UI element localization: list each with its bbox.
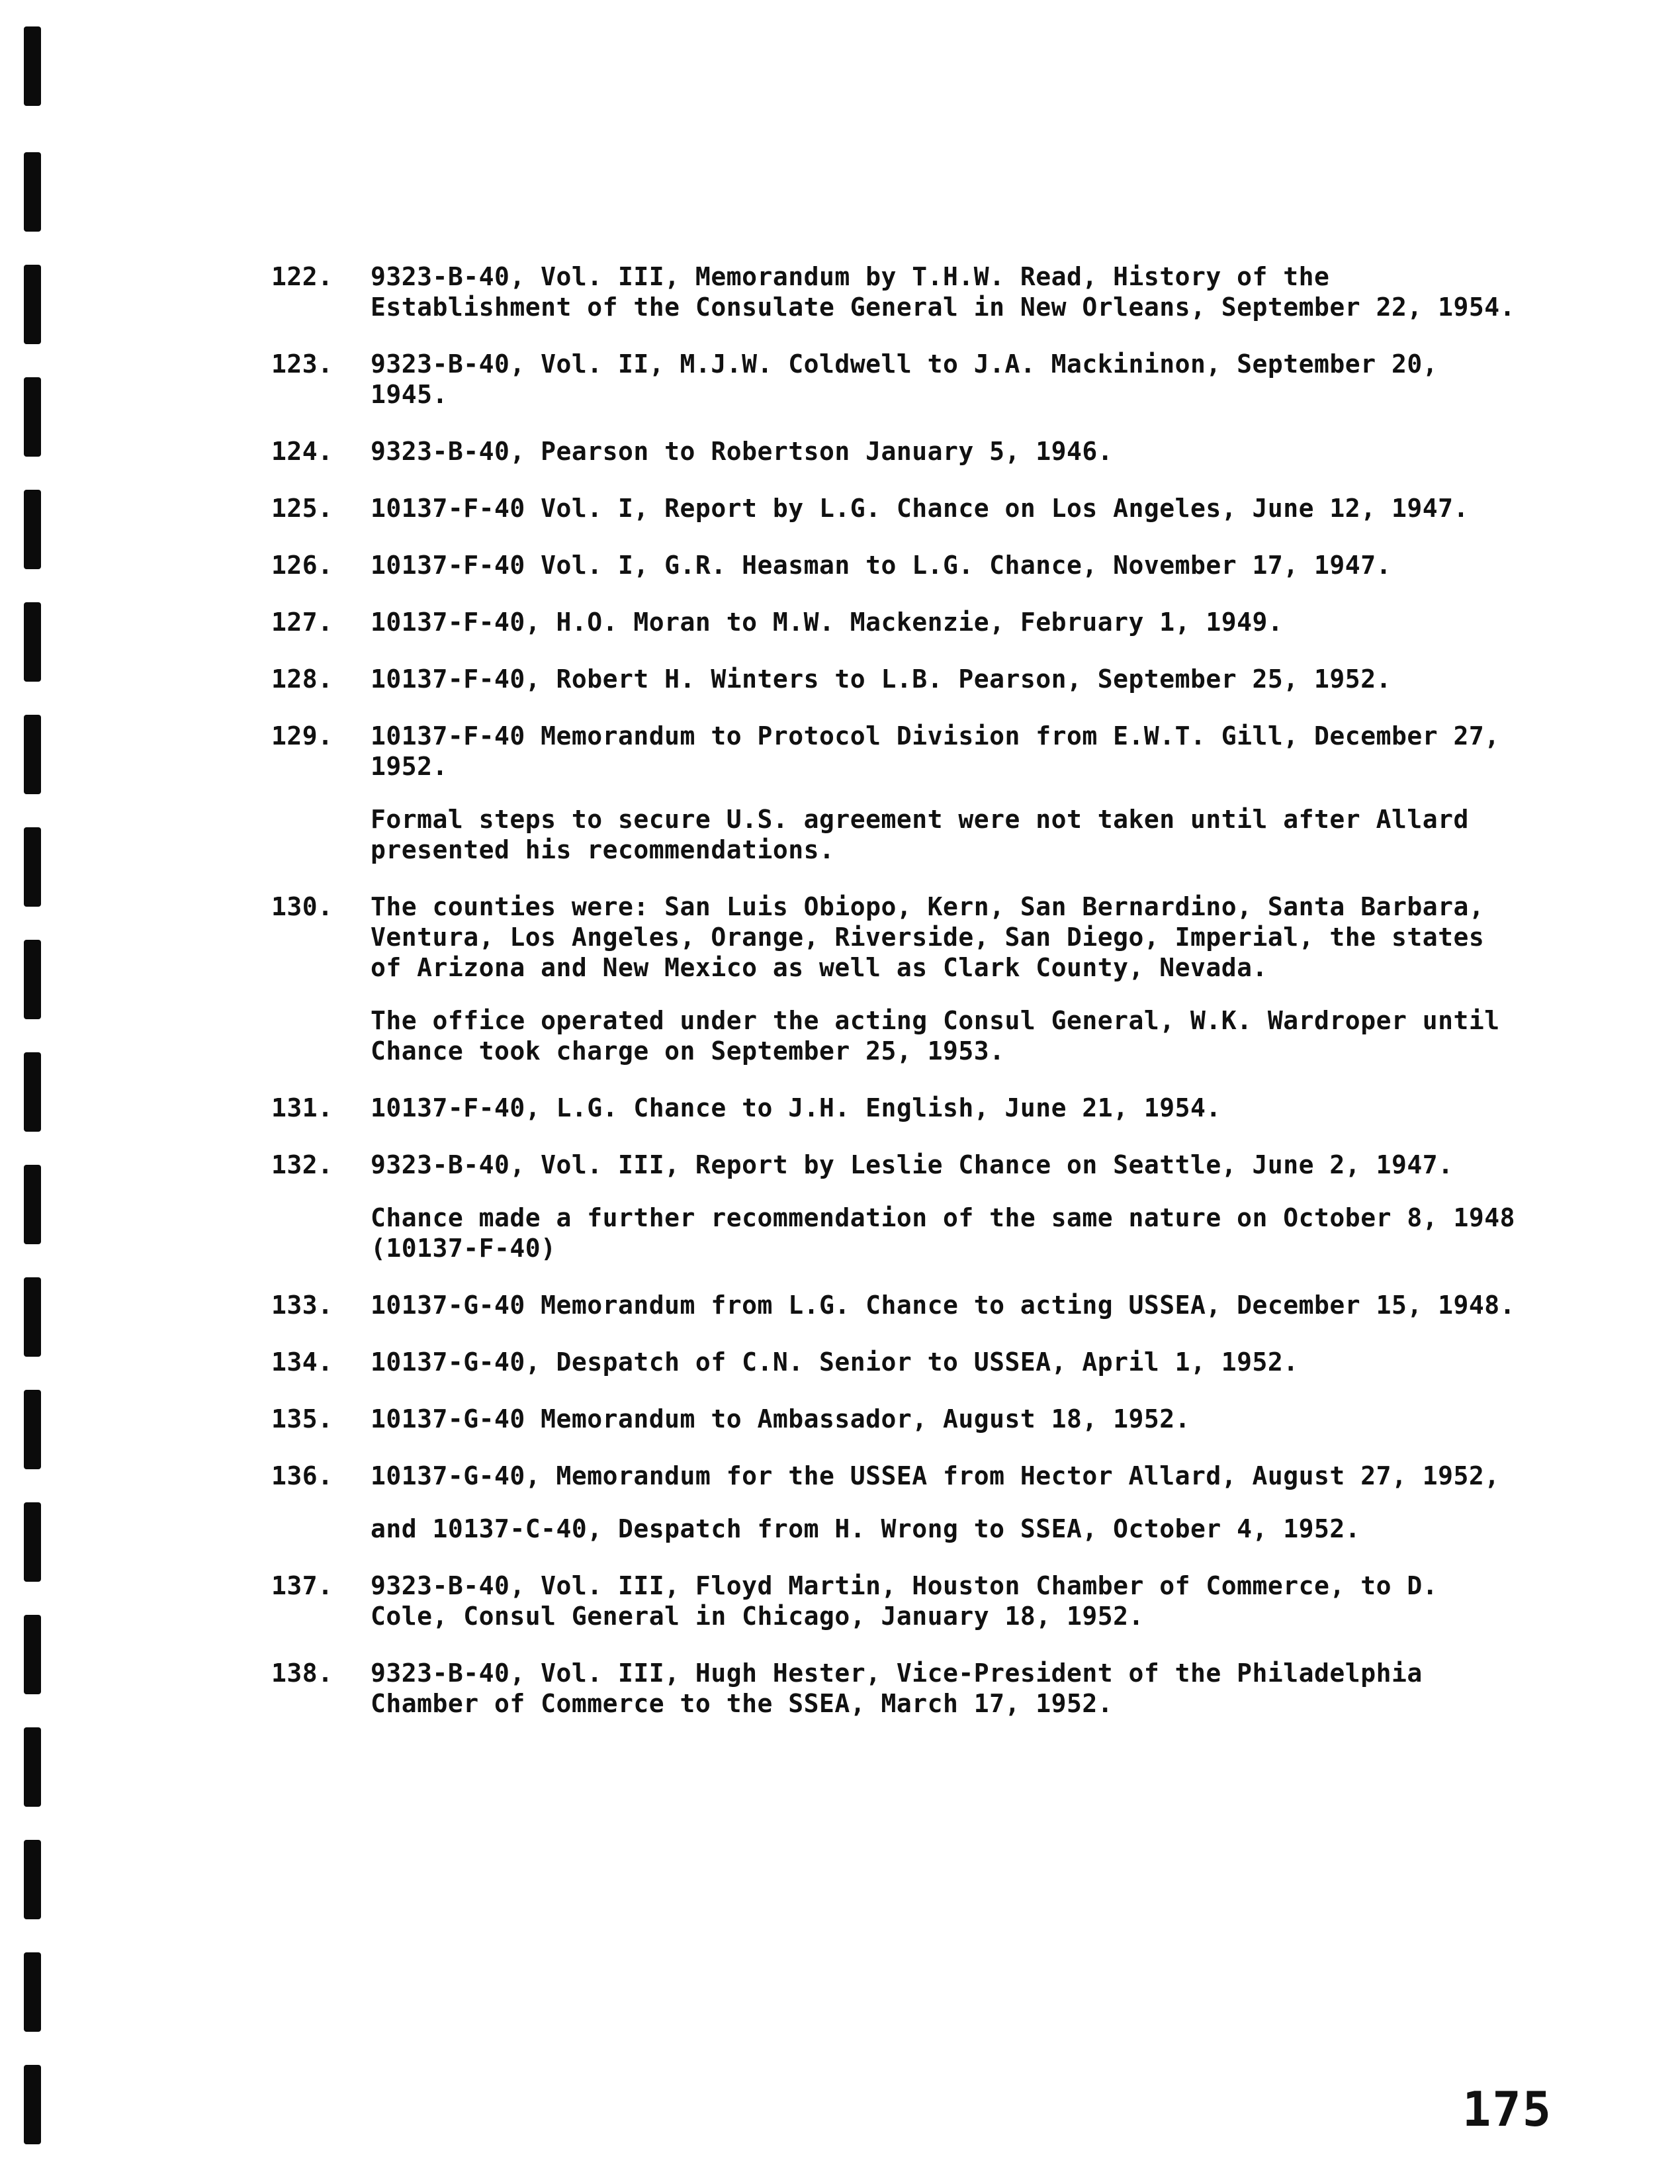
endnote-number: 131. [271,1093,333,1122]
punch-hole [24,1502,41,1582]
endnote-item [251,891,1522,1066]
punch-hole [24,1840,41,1919]
endnote-number: 138. [271,1659,333,1688]
endnote-text: The counties were: San Luis Obiopo, Kern, San Bernardino, Santa Barbara, Ventura, Los Angeles, Orange, Riverside, San Diego, Imperial, the states of Arizona and New Mexico as well as Clark County, Nevada. [371,892,1485,982]
endnote-number: 125. [271,494,333,523]
punch-hole [24,377,41,457]
endnotes-list [251,261,1522,1745]
binder-punch-holes [17,0,44,2184]
punch-hole [24,1165,41,1244]
endnote-number: 132. [271,1150,333,1179]
endnote-text: 9323-B-40, Vol. III, Report by Leslie Chance on Seattle, June 2, 1947. [371,1150,1454,1179]
endnote-text: 10137-G-40, Despatch of C.N. Senior to USSEA, April 1, 1952. [371,1347,1299,1377]
endnote-text: 10137-F-40 Memorandum to Protocol Division from E.W.T. Gill, December 27, 1952. [371,721,1500,781]
endnote-continuation: and 10137-C-40, Despatch from H. Wrong to SSEA, October 4, 1952. [371,1514,1361,1543]
endnote-text: 9323-B-40, Pearson to Robertson January 5, 1946. [371,437,1114,466]
endnote-text: 9323-B-40, Vol. III, Floyd Martin, Houston Chamber of Commerce, to D. Cole, Consul General in Chicago, January 18, 1952. [371,1571,1438,1631]
endnote-text: 10137-F-40, Robert H. Winters to L.B. Pearson, September 25, 1952. [371,664,1392,694]
punch-hole [24,1277,41,1357]
endnote-item [251,493,1522,523]
punch-hole [24,265,41,344]
punch-hole [24,152,41,232]
endnote-text: 10137-F-40, H.O. Moran to M.W. Mackenzie, February 1, 1949. [371,608,1284,637]
punch-hole [24,1615,41,1694]
punch-hole [24,602,41,682]
endnote-number: 136. [271,1461,333,1490]
endnote-number: 137. [271,1571,333,1600]
punch-hole [24,1727,41,1807]
page-number: 175 [1462,2081,1553,2137]
endnote-number: 126. [271,551,333,580]
punch-hole [24,1390,41,1469]
endnote-item [251,261,1522,322]
punch-hole [24,827,41,907]
endnote-number: 127. [271,608,333,637]
endnote-text: 9323-B-40, Vol. III, Hugh Hester, Vice-President of the Philadelphia Chamber of Commerce to the SSEA, March 17, 1952. [371,1659,1423,1718]
endnote-number: 124. [271,437,333,466]
endnote-text: 10137-G-40 Memorandum to Ambassador, August 18, 1952. [371,1404,1191,1433]
endnote-item [251,1404,1522,1434]
endnote-item [251,607,1522,637]
endnote-item [251,349,1522,410]
endnote-item [251,1093,1522,1123]
endnote-continuation: The office operated under the acting Consul General, W.K. Wardroper until Chance took charge on September 25, 1953. [371,1006,1500,1066]
endnote-text: 9323-B-40, Vol. III, Memorandum by T.H.W. Read, History of the Establishment of the Consulate General in New Orleans, September 22, 1954. [371,262,1515,322]
endnote-text: 10137-F-40 Vol. I, G.R. Heasman to L.G. Chance, November 17, 1947. [371,551,1392,580]
endnote-item [251,664,1522,694]
endnote-number: 129. [271,721,333,751]
endnote-text: 9323-B-40, Vol. II, M.J.W. Coldwell to J.A. Mackininon, September 20, 1945. [371,349,1438,409]
endnote-number: 134. [271,1347,333,1377]
endnote-item [251,1290,1522,1320]
endnote-item [251,550,1522,580]
endnote-item [251,1347,1522,1377]
endnote-number: 130. [271,892,333,921]
endnote-text: 10137-G-40 Memorandum from L.G. Chance to acting USSEA, December 15, 1948. [371,1291,1515,1320]
endnote-text: 10137-F-40 Vol. I, Report by L.G. Chance on Los Angeles, June 12, 1947. [371,494,1469,523]
endnote-text: 10137-G-40, Memorandum for the USSEA from Hector Allard, August 27, 1952, [371,1461,1500,1490]
endnote-item [251,721,1522,865]
endnote-item [251,1150,1522,1263]
punch-hole [24,715,41,794]
endnote-item [251,436,1522,467]
endnote-number: 133. [271,1291,333,1320]
punch-hole [24,490,41,569]
endnote-number: 128. [271,664,333,694]
endnote-number: 123. [271,349,333,379]
endnote-item [251,1461,1522,1544]
punch-hole [24,1952,41,2032]
endnote-text: 10137-F-40, L.G. Chance to J.H. English, June 21, 1954. [371,1093,1221,1122]
endnote-item [251,1570,1522,1631]
punch-hole [24,1052,41,1132]
punch-hole [24,940,41,1019]
endnote-number: 135. [271,1404,333,1433]
endnote-continuation: Chance made a further recommendation of the same nature on October 8, 1948 (10137-F-40) [371,1203,1515,1263]
endnote-item [251,1658,1522,1719]
endnote-continuation: Formal steps to secure U.S. agreement were not taken until after Allard presented his recommendations. [371,805,1469,864]
endnote-number: 122. [271,262,333,291]
punch-hole [24,2065,41,2144]
punch-hole [24,26,41,106]
